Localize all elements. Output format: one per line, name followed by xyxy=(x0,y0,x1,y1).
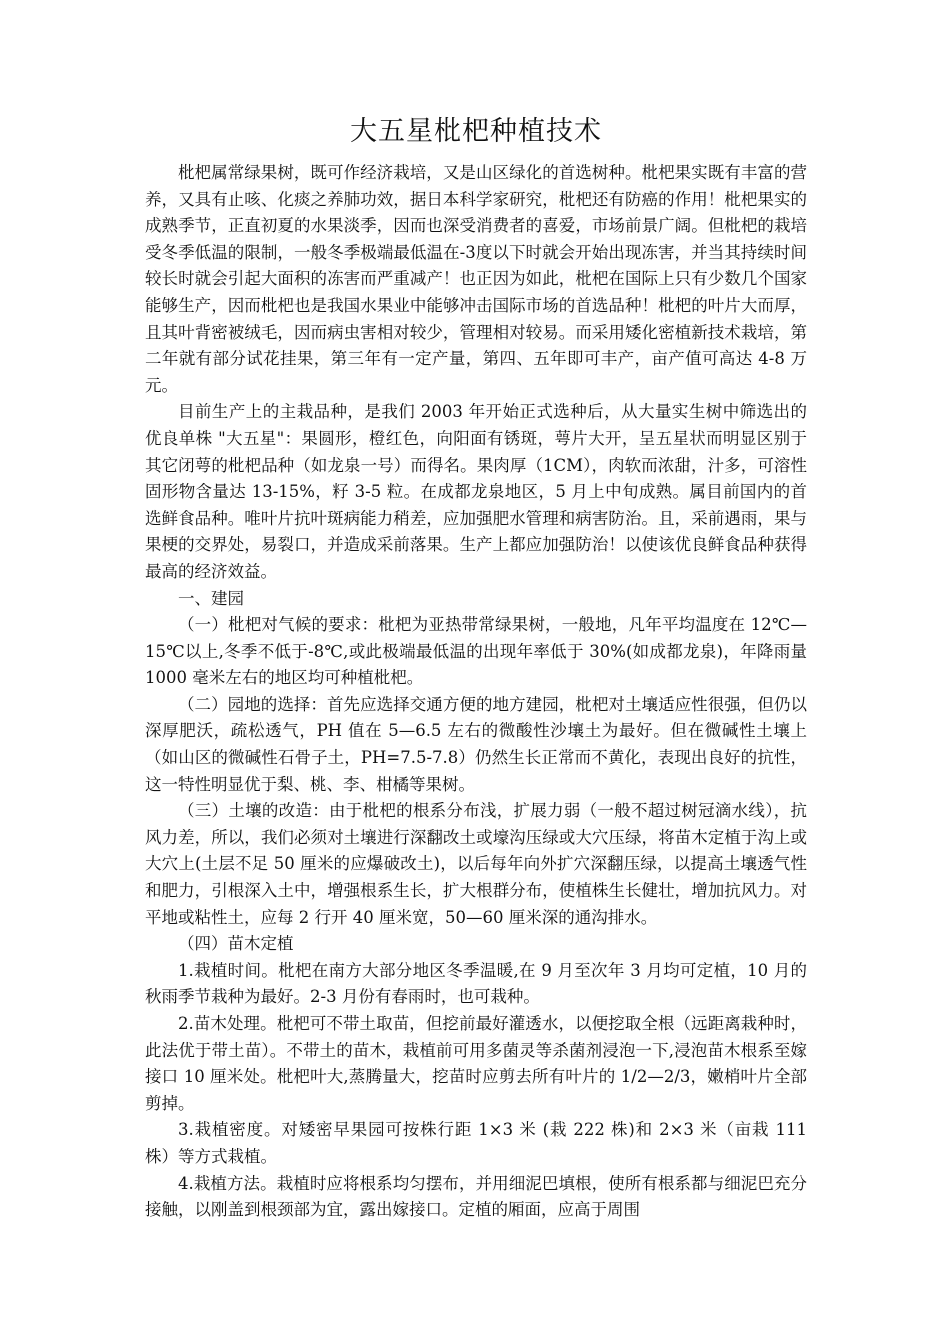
variety-paragraph: 目前生产上的主栽品种，是我们 2003 年开始正式选种后，从大量实生树中筛选出的优良单株 "大五星"：果圆形，橙红色，向阳面有锈斑，萼片大开，呈五星状而明显区别于其它闭萼的枇杷品种（如龙泉一号）而得名。果肉厚（1CM），肉软而浓甜，汁多，可溶性固形物含量达 13-15%，籽 3-5 粒。在成都龙泉地区，5 月上中旬成熟。属目前国内的首选鲜食品种。唯叶片抗叶斑病能力稍差，应加强肥水管理和病害防治。且，采前遇雨，果与果梗的交界处，易裂口，并造成采前落果。生产上都应加强防治！以使该优良鲜食品种获得最高的经济效益。 xyxy=(145,402,807,581)
seedling-treatment-paragraph: 2.苗木处理。枇杷可不带土取苗，但挖前最好灌透水，以便挖取全根（远距离栽种时，此法优于带土苗）。不带土的苗木，栽植前可用多菌灵等杀菌剂浸泡一下,浸泡苗木根系至嫁接口 10 厘米处。枇杷叶大,蒸腾量大，挖苗时应剪去所有叶片的 1/2—2/3，嫩梢叶片全部剪掉。 xyxy=(145,1014,807,1113)
planting-density-paragraph: 3.栽植密度。对矮密早果园可按株行距 1×3 米 (栽 222 株)和 2×3 米（亩栽 111 株）等方式栽植。 xyxy=(145,1120,807,1166)
intro-paragraph: 枇杷属常绿果树，既可作经济栽培，又是山区绿化的首选树种。枇杷果实既有丰富的营养，又具有止咳、化痰之养肺功效，据日本科学家研究，枇杷还有防癌的作用！枇杷果实的成熟季节，正直初夏的水果淡季，因而也深受消费者的喜爱，市场前景广阔。但枇杷的栽培受冬季低温的限制，一般冬季极端最低温在-3度以下时就会开始出现冻害，并当其持续时间较长时就会引起大面积的冻害而严重减产！也正因为如此，枇杷在国际上只有少数几个国家能够生产，因而枇杷也是我国水果业中能够冲击国际市场的首选品种！枇杷的叶片大而厚，且其叶背密被绒毛，因而病虫害相对较少，管理相对较易。而采用矮化密植新技术栽培，第二年就有部分试花挂果，第三年有一定产量，第四、五年即可丰产，亩产值可高达 4-8 万元。 xyxy=(145,163,807,395)
document-page xyxy=(145,112,807,1224)
site-selection-paragraph: （二）园地的选择：首先应选择交通方便的地方建园，枇杷对土壤适应性很强，但仍以深厚肥沃，疏松透气，PH 值在 5—6.5 左右的微酸性沙壤土为最好。但在微碱性土壤上（如山区的微碱性石骨子土，PH=7.5-7.8）仍然生长正常而不黄化，表现出良好的抗性，这一特性明显优于梨、桃、李、柑橘等果树。 xyxy=(145,694,807,794)
section-heading-orchard: 一、建园 xyxy=(178,588,244,608)
document-title: 大五星枇杷种植技术 xyxy=(350,116,602,147)
planting-method-paragraph: 4.栽植方法。栽植时应将根系均匀摆布，并用细泥巴填根，使所有根系都与细泥巴充分接触，以刚盖到根颈部为宜，露出嫁接口。定植的厢面，应高于周围 xyxy=(145,1173,807,1220)
climate-paragraph: （一）枇杷对气候的要求：枇杷为亚热带常绿果树，一般地，凡年平均温度在 12℃—15℃以上,冬季不低于-8℃,或此极端最低温的出现年率低于 30%(如成都龙泉)，年降雨量 1000 毫米左右的地区均可种植枇杷。 xyxy=(145,615,807,688)
planting-time-paragraph: 1.栽植时间。枇杷在南方大部分地区冬季温暖,在 9 月至次年 3 月均可定植，10 月的秋雨季节栽种为最好。2-3 月份有春雨时，也可栽种。 xyxy=(145,960,807,1007)
section-heading-planting: （四）苗木定植 xyxy=(178,934,294,954)
soil-improvement-paragraph: （三）土壤的改造：由于枇杷的根系分布浅，扩展力弱（一般不超过树冠滴水线），抗风力差，所以，我们必须对土壤进行深翻改土或壕沟压绿或大穴压绿，将苗木定植于沟上或大穴上(土层不足 50 厘米的应爆破改土)，以后每年向外扩穴深翻压绿，以提高土壤透气性和肥力，引根深入土中，增强根系生长，扩大根群分布，使植株生长健壮，增加抗风力。对平地或粘性土，应每 2 行开 40 厘米宽，50—60 厘米深的通沟排水。 xyxy=(145,801,807,927)
